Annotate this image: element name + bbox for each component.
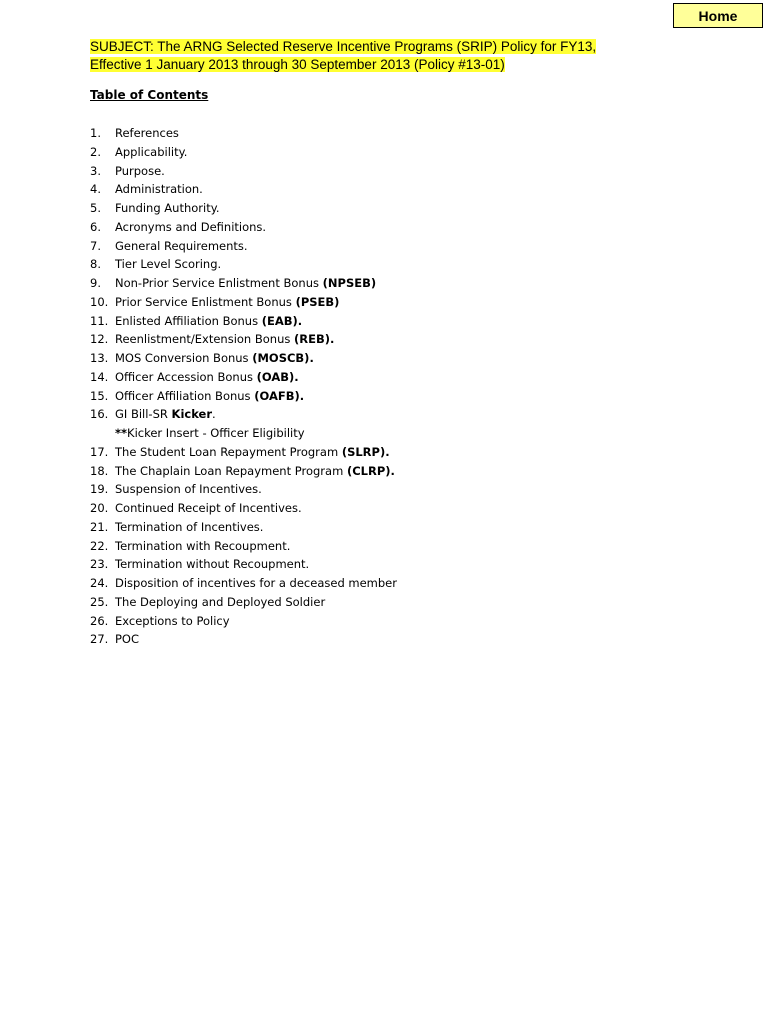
toc-item-label: Reenlistment/Extension Bonus — [115, 332, 295, 347]
toc-item-label: Officer Accession Bonus — [115, 369, 257, 384]
toc-item-abbreviation: (OAFB). — [254, 388, 305, 403]
toc-item-number: 19. — [90, 482, 109, 497]
toc-item[interactable] — [90, 180, 397, 199]
toc-item[interactable] — [90, 349, 397, 368]
toc-item-number: 1. — [90, 126, 101, 140]
toc-item[interactable] — [90, 143, 397, 162]
toc-item-number: 20. — [90, 501, 109, 515]
toc-item-abbreviation: (NPSEB) — [322, 276, 377, 290]
toc-item-abbreviation: (MOSCB). — [252, 351, 314, 365]
toc-item[interactable] — [90, 387, 397, 406]
toc-item-label: Termination without Recoupment. — [115, 557, 310, 572]
toc-item-label: Prior Service Enlistment Bonus — [115, 294, 296, 309]
home-button[interactable]: Home — [673, 3, 763, 28]
toc-item-label: Administration. — [115, 182, 203, 197]
toc-item[interactable] — [90, 368, 397, 387]
toc-item-label: Officer Affiliation Bonus — [115, 388, 255, 403]
toc-item[interactable] — [90, 462, 397, 481]
toc-item-label: Funding Authority. — [115, 201, 220, 215]
toc-item-number: 4. — [90, 182, 101, 197]
toc-item-number: 17. — [90, 444, 109, 459]
toc-item-label: Disposition of incentives for a deceased member — [115, 576, 397, 590]
subject-line-2: Effective 1 January 2013 through 30 September 2013 (Policy #13-01) — [90, 57, 505, 72]
toc-heading: Table of Contents — [90, 88, 209, 102]
toc-item-label: Non-Prior Service Enlistment Bonus — [115, 276, 323, 290]
toc-item-number: 6. — [90, 219, 101, 234]
toc-item-number: 8. — [90, 257, 101, 272]
toc-item[interactable] — [90, 312, 397, 331]
toc-item-abbreviation: (SLRP). — [341, 444, 390, 459]
toc-item-number: 23. — [90, 557, 109, 572]
toc-item-number: 9. — [90, 276, 101, 290]
toc-item-number: 15. — [90, 388, 109, 403]
toc-item[interactable] — [90, 480, 397, 499]
toc-item-label: The Student Loan Repayment Program — [115, 444, 342, 459]
toc-item-number: 5. — [90, 201, 101, 215]
toc-item-number: 21. — [90, 519, 109, 534]
toc-item-number: 27. — [90, 632, 109, 647]
toc-item-abbreviation: (PSEB) — [295, 294, 340, 309]
toc-item-label: MOS Conversion Bonus — [115, 351, 253, 365]
toc-item[interactable] — [90, 199, 397, 218]
toc-item[interactable] — [90, 424, 397, 443]
toc-item[interactable] — [90, 499, 397, 518]
toc-item-number: 25. — [90, 594, 109, 609]
toc-item[interactable] — [90, 237, 397, 256]
toc-item-abbreviation: (REB). — [294, 332, 335, 347]
toc-item-number: 22. — [90, 538, 109, 553]
toc-item-number: 2. — [90, 144, 101, 159]
toc-item-label: Termination with Recoupment. — [115, 538, 291, 553]
toc-item-label: Continued Receipt of Incentives. — [115, 501, 302, 515]
toc-item[interactable] — [90, 612, 397, 631]
toc-item-abbreviation: (OAB). — [256, 369, 299, 384]
toc-item[interactable] — [90, 330, 397, 349]
toc-item[interactable] — [90, 593, 397, 612]
toc-item-label: References — [115, 126, 179, 140]
toc-list — [90, 124, 397, 649]
toc-item-label: GI Bill-SR — [115, 407, 172, 422]
toc-item-label: The Deploying and Deployed Soldier — [115, 594, 326, 609]
toc-item-label: The Chaplain Loan Repayment Program — [115, 463, 347, 478]
toc-item-number: 16. — [90, 407, 109, 422]
toc-item-label: Termination of Incentives. — [115, 519, 264, 534]
toc-item-number: 26. — [90, 613, 109, 628]
toc-item-abbreviation: (CLRP). — [346, 463, 395, 478]
toc-item[interactable] — [90, 293, 397, 312]
toc-item-number: 11. — [90, 313, 109, 328]
toc-item-label: POC — [115, 632, 140, 647]
toc-item-number: 18. — [90, 463, 109, 478]
toc-item[interactable] — [90, 255, 397, 274]
toc-item[interactable] — [90, 518, 397, 537]
toc-item-label: Tier Level Scoring. — [115, 257, 222, 272]
subject-heading — [90, 38, 690, 74]
toc-item-number: 10. — [90, 294, 109, 309]
toc-item-label: Enlisted Affiliation Bonus — [115, 313, 262, 328]
toc-item-number: 7. — [90, 238, 101, 253]
toc-item-number: 13. — [90, 351, 109, 365]
toc-item-label: Kicker Insert - Officer Eligibility — [127, 426, 305, 440]
toc-item-label: Purpose. — [115, 163, 165, 178]
toc-item-label: General Requirements. — [115, 238, 248, 253]
toc-item[interactable] — [90, 555, 397, 574]
toc-item-prefix: ** — [115, 426, 128, 440]
toc-item[interactable] — [90, 443, 397, 462]
toc-item[interactable] — [90, 574, 397, 593]
toc-item-abbreviation: Kicker — [171, 407, 213, 422]
toc-item[interactable] — [90, 630, 397, 649]
toc-item-suffix: . — [212, 407, 216, 422]
toc-item-number: 3. — [90, 163, 101, 178]
toc-item-label: Suspension of Incentives. — [115, 482, 262, 497]
toc-item-abbreviation: (EAB). — [261, 313, 303, 328]
toc-item-label: Exceptions to Policy — [115, 613, 230, 628]
toc-item[interactable] — [90, 124, 397, 143]
subject-line-1: SUBJECT: The ARNG Selected Reserve Incentive Programs (SRIP) Policy for FY13, — [90, 39, 597, 54]
toc-item-number: 12. — [90, 332, 109, 347]
toc-item[interactable] — [90, 537, 397, 556]
toc-item[interactable] — [90, 274, 397, 293]
toc-item-number: 24. — [90, 576, 109, 590]
toc-item[interactable] — [90, 162, 397, 181]
toc-item-number: 14. — [90, 369, 109, 384]
toc-item[interactable] — [90, 218, 397, 237]
toc-item[interactable] — [90, 405, 397, 424]
toc-item-label: Applicability. — [115, 144, 188, 159]
toc-item-label: Acronyms and Definitions. — [115, 219, 267, 234]
